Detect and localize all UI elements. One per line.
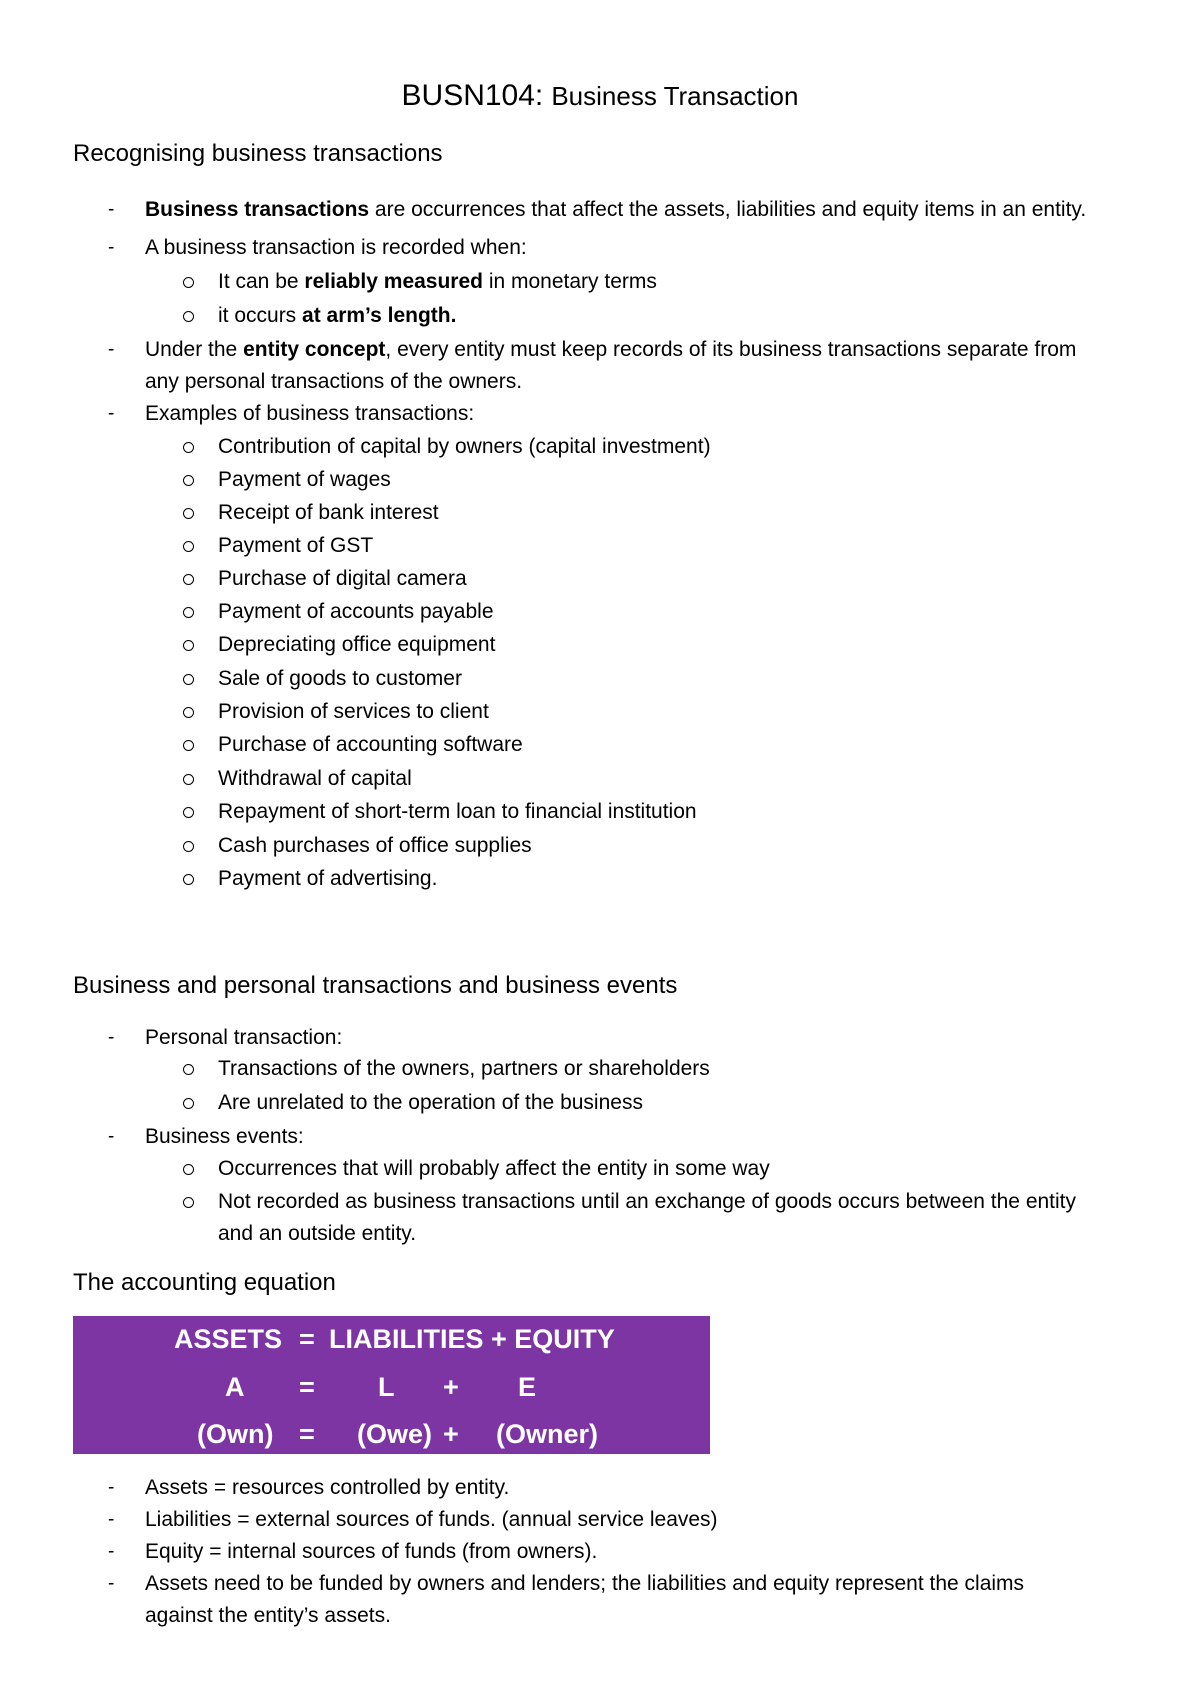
sub-item: Transactions of the owners, partners or shareholders (218, 1057, 710, 1080)
example-item: Provision of services to client (218, 700, 489, 723)
equation-equals: = (299, 1419, 315, 1449)
equation-row-letters (73, 1367, 710, 1407)
sub-item: Occurrences that will probably affect the entity in some way (218, 1157, 770, 1180)
list-item-continuation: any personal transactions of the owners. (145, 370, 523, 393)
dash-bullet: - (108, 1541, 115, 1562)
circle-bullet-icon (183, 1064, 194, 1075)
accounting-equation-banner (73, 1316, 710, 1454)
example-item: Cash purchases of office supplies (218, 834, 532, 857)
example-item: Payment of accounts payable (218, 600, 494, 623)
example-item: Payment of GST (218, 534, 374, 557)
circle-bullet-icon (183, 674, 194, 685)
equation-own: (Own) (197, 1419, 274, 1449)
equation-row-own-owe-owner (73, 1414, 710, 1454)
dash-bullet: - (108, 1027, 115, 1048)
sub-item-arms-length: it occurs at arm’s length. (218, 304, 457, 327)
list-item-entity-concept: Under the entity concept, every entity must keep records of its business transactions separate from (145, 338, 1077, 361)
list-item-business-events: Business events: (145, 1125, 304, 1148)
circle-bullet-icon (183, 1164, 194, 1175)
circle-bullet-icon (183, 574, 194, 585)
list-item-funding: Assets need to be funded by owners and lenders; the liabilities and equity represent the claims (145, 1572, 1025, 1595)
equation-a: A (225, 1372, 245, 1402)
heading-recognising-transactions: Recognising business transactions (73, 140, 443, 167)
equation-row-words (73, 1319, 710, 1359)
circle-bullet-icon (183, 1197, 194, 1208)
heading-business-personal: Business and personal transactions and business events (73, 972, 678, 999)
circle-bullet-icon (183, 508, 194, 519)
equation-plus: + (443, 1419, 459, 1449)
equation-assets: ASSETS (174, 1324, 283, 1354)
circle-bullet-icon (183, 1098, 194, 1109)
circle-bullet-icon (183, 541, 194, 552)
circle-bullet-icon (183, 442, 194, 453)
list-item-continuation: against the entity’s assets. (145, 1604, 391, 1627)
dash-bullet: - (108, 1509, 115, 1530)
sub-item-reliably-measured: It can be reliably measured in monetary terms (218, 270, 657, 293)
circle-bullet-icon (183, 740, 194, 751)
course-code: BUSN104: (401, 79, 544, 112)
example-item: Repayment of short-term loan to financial institution (218, 800, 697, 823)
equation-e: E (518, 1372, 537, 1402)
dash-bullet: - (108, 199, 115, 220)
example-item: Receipt of bank interest (218, 501, 439, 524)
circle-bullet-icon (183, 475, 194, 486)
bold-term: Business transactions (145, 198, 370, 221)
equation-equals: = (299, 1324, 315, 1354)
example-item: Payment of advertising. (218, 867, 438, 890)
equation-owe: (Owe) (357, 1419, 433, 1449)
dash-bullet: - (108, 403, 115, 424)
circle-bullet-icon (183, 874, 194, 885)
sub-item: Are unrelated to the operation of the business (218, 1091, 643, 1114)
circle-bullet-icon (183, 311, 194, 322)
list-item-assets: Assets = resources controlled by entity. (145, 1476, 510, 1499)
example-item: Payment of wages (218, 468, 391, 491)
example-item: Depreciating office equipment (218, 633, 496, 656)
dash-bullet: - (108, 1126, 115, 1147)
circle-bullet-icon (183, 774, 194, 785)
list-item-personal-transaction: Personal transaction: (145, 1026, 343, 1049)
sub-item: Not recorded as business transactions until an exchange of goods occurs between the entity (218, 1190, 1077, 1213)
circle-bullet-icon (183, 607, 194, 618)
equation-l: L (378, 1372, 395, 1402)
bold-term: reliably measured (304, 270, 483, 293)
equation-plus: + (443, 1372, 459, 1402)
example-item: Sale of goods to customer (218, 667, 462, 690)
circle-bullet-icon (183, 841, 194, 852)
bold-term: at arm’s length. (302, 304, 457, 327)
sub-item-continuation: and an outside entity. (218, 1222, 417, 1245)
example-item: Contribution of capital by owners (capital investment) (218, 435, 711, 458)
circle-bullet-icon (183, 707, 194, 718)
bold-term: entity concept (243, 338, 386, 361)
list-item-equity: Equity = internal sources of funds (from owners). (145, 1540, 598, 1563)
example-item: Withdrawal of capital (218, 767, 412, 790)
equation-liabilities-equity: LIABILITIES + EQUITY (329, 1324, 615, 1354)
document-title (0, 78, 1200, 114)
circle-bullet-icon (183, 807, 194, 818)
dash-bullet: - (108, 237, 115, 258)
example-item: Purchase of accounting software (218, 733, 523, 756)
circle-bullet-icon (183, 640, 194, 651)
list-item-examples: Examples of business transactions: (145, 402, 475, 425)
equation-owner: (Owner) (496, 1419, 599, 1449)
list-item-definition (145, 197, 1086, 223)
example-item: Purchase of digital camera (218, 567, 467, 590)
heading-accounting-equation: The accounting equation (73, 1269, 336, 1296)
list-item-liabilities: Liabilities = external sources of funds. (annual service leaves) (145, 1508, 718, 1531)
circle-bullet-icon (183, 277, 194, 288)
title-text: Business Transaction (551, 81, 799, 111)
definition-text: are occurrences that affect the assets, liabilities and equity items in an entity. (369, 198, 1087, 221)
dash-bullet: - (108, 339, 115, 360)
dash-bullet: - (108, 1573, 115, 1594)
list-item-recorded-when: A business transaction is recorded when: (145, 236, 527, 259)
dash-bullet: - (108, 1477, 115, 1498)
equation-equals: = (299, 1372, 315, 1402)
